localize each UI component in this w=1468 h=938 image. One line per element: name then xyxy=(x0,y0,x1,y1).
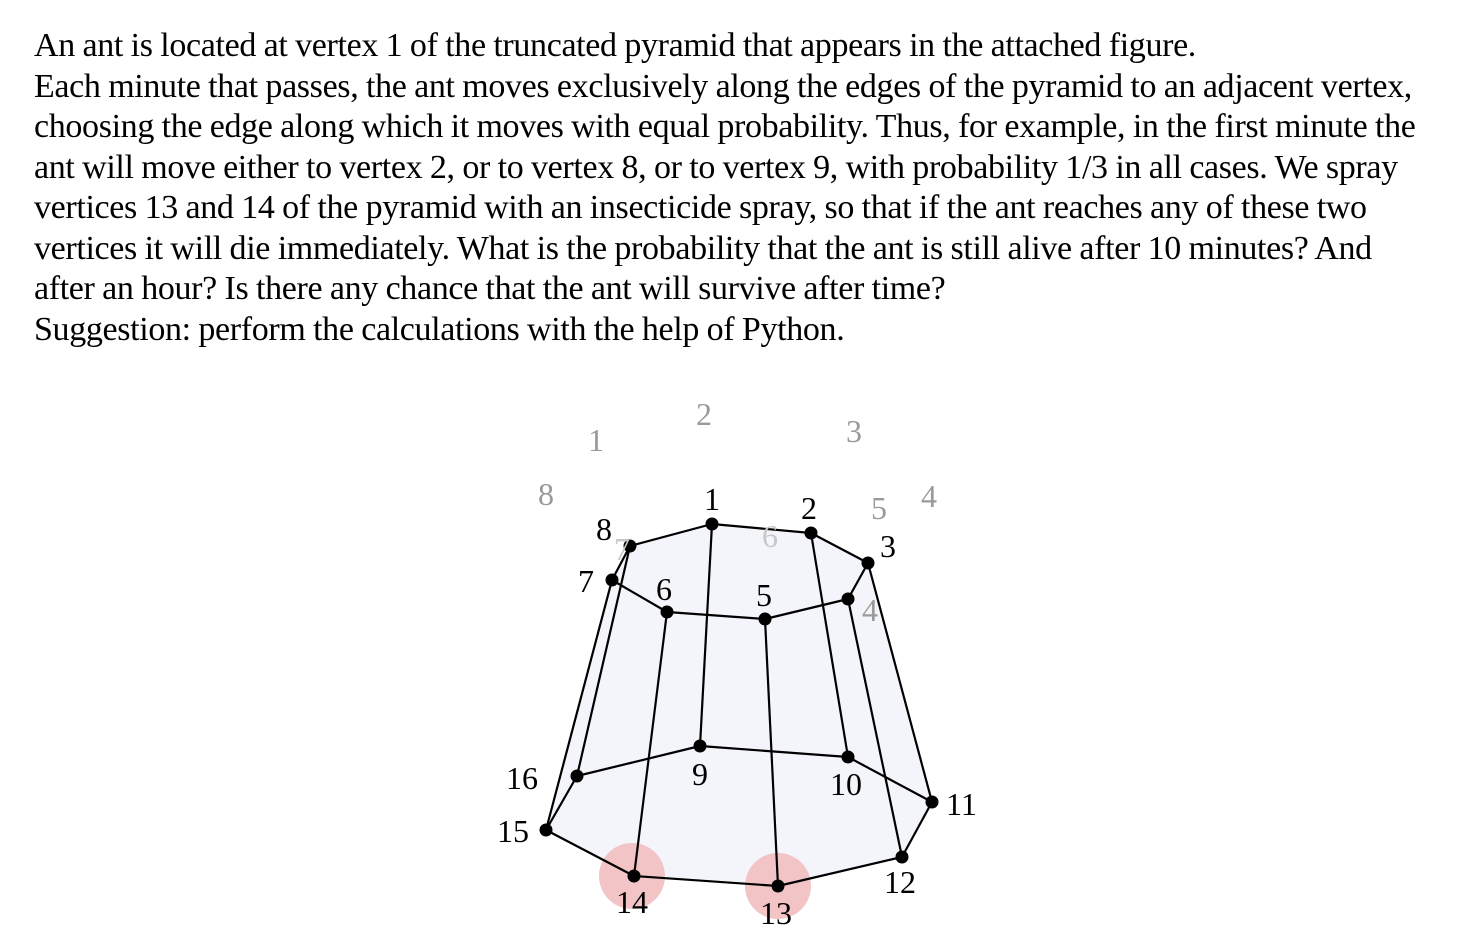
vertex-6-dot xyxy=(661,606,674,619)
ghost-label-7: 7 xyxy=(614,531,630,567)
ghost-label-3: 3 xyxy=(846,413,862,449)
ghost-label-6: 6 xyxy=(762,518,778,554)
vertex-label-1: 1 xyxy=(704,481,720,517)
problem-paragraph-3: Suggestion: perform the calculations with the help of Python. xyxy=(34,310,845,348)
vertex-15-dot xyxy=(540,824,553,837)
ghost-label-4: 4 xyxy=(921,478,937,514)
ghost-label-1: 1 xyxy=(588,422,604,458)
vertex-16-dot xyxy=(571,770,584,783)
vertex-12-dot xyxy=(896,851,909,864)
problem-paragraph-1: An ant is located at vertex 1 of the truncated pyramid that appears in the attached figure. xyxy=(34,27,1196,64)
problem-paragraph-2: Each minute that passes, the ant moves exclusively along the edges of the pyramid to an adjacent vertex, choosing the edge along which it moves with equal probability. Thus, for example, in the first minute the ant will move either to vertex 2, or to vertex 8, or to vertex 9, with probability 1/3 in all cases. We spray vertices 13 and 14 of the pyramid with an insecticide spray, so that if the ant reaches any of these two vertices it will die immediately. What is the probability that the ant is still alive after 10 minutes? And after an hour? Is there any chance that the ant will survive after time? xyxy=(34,67,1416,307)
vertex-3-dot xyxy=(862,557,875,570)
vertex-label-15: 15 xyxy=(497,813,529,849)
vertex-4-dot xyxy=(842,593,855,606)
vertex-label-3: 3 xyxy=(880,528,896,564)
vertex-13-dot xyxy=(772,880,785,893)
vertex-label-14: 14 xyxy=(616,884,648,920)
vertex-label-5: 5 xyxy=(756,577,772,613)
vertex-9-dot xyxy=(694,740,707,753)
ghost-label-8: 8 xyxy=(538,476,554,512)
vertex-label-7: 7 xyxy=(578,563,594,599)
vertex-label-12: 12 xyxy=(884,864,916,900)
vertex-label-13: 13 xyxy=(760,895,792,931)
vertex-label-10: 10 xyxy=(830,766,862,802)
vertex-7-dot xyxy=(606,574,619,587)
vertex-14-dot xyxy=(628,870,641,883)
vertex-11-dot xyxy=(926,796,939,809)
vertex-label-6: 6 xyxy=(656,571,672,607)
vertex-label-2: 2 xyxy=(801,490,817,526)
vertex-label-11: 11 xyxy=(946,786,977,822)
ghost-label-4b: 4 xyxy=(862,592,878,628)
vertex-2-dot xyxy=(805,527,818,540)
vertex-label-9: 9 xyxy=(692,756,708,792)
ghost-label-5: 5 xyxy=(871,490,887,526)
ghost-label-2: 2 xyxy=(696,396,712,432)
vertex-10-dot xyxy=(842,751,855,764)
vertex-label-8: 8 xyxy=(596,511,612,547)
vertex-5-dot xyxy=(759,613,772,626)
vertex-label-16: 16 xyxy=(506,760,538,796)
vertex-1-dot xyxy=(706,518,719,531)
pyramid-body xyxy=(546,524,932,886)
